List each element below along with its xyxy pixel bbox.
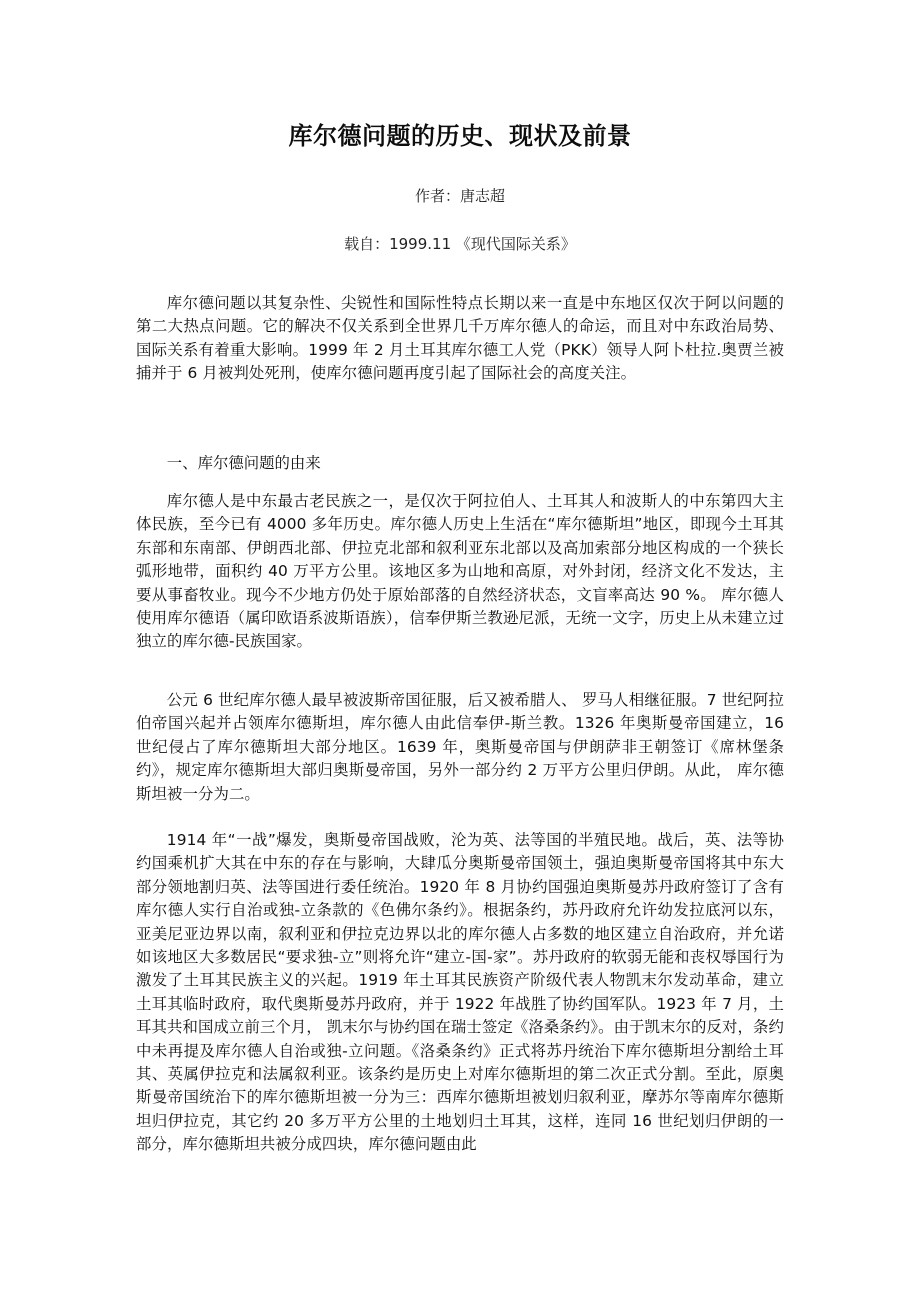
body-paragraph: 公元 6 世纪库尔德人最早被波斯帝国征服，后又被希腊人、 罗马人相继征服。7 世纪阿拉伯帝国兴起并占领库尔德斯坦，库尔德人由此信奉伊-斯兰教。1326 年奥斯曼帝国建立，16 世纪侵占了库尔德斯坦大部分地区。1639 年，奥斯曼帝国与伊朗萨非王朝签订《席林堡条约》，规定库尔德斯坦大部归奥斯曼帝国，另外一部分约 2 万平方公里归伊朗。从此， 库尔德斯坦被一分为二。 — [136, 691, 784, 803]
intro-paragraph: 库尔德问题以其复杂性、尖锐性和国际性特点长期以来一直是中东地区仅次于阿以问题的第二大热点问题。它的解决不仅关系到全世界几千万库尔德人的命运，而且对中东政治局势、国际关系有着重大影响。1999 年 2 月土耳其库尔德工人党（PKK）领导人阿卜杜拉.奥贾兰被捕并于 6 月被判处死刑，使库尔德问题再度引起了国际社会的高度关注。 — [136, 294, 784, 383]
author-line: 作者：唐志超 — [414, 187, 505, 205]
body-paragraph: 库尔德人是中东最古老民族之一，是仅次于阿拉伯人、土耳其人和波斯人的中东第四大主体民族，至今已有 4000 多年历史。库尔德人历史上生活在“库尔德斯坦”地区，即现今土耳其东部和东南部、伊朗西北部、伊拉克北部和叙利亚东北部以及高加索部分地区构成的一个狭长弧形地带，面积约 40 万平方公里。该地区多为山地和高原，对外封闭，经济文化不发达，主要从事畜牧业。现今不少地方仍处于原始部落的自然经济状态，文盲率高达 90 %。 库尔德人使用库尔德语（属印欧语系波斯语族），信奉伊斯兰教逊尼派，无统一文字，历史上从未建立过独立的库尔德-民族国家。 — [136, 492, 784, 651]
section-heading: 一、库尔德问题的由来 — [166, 454, 321, 472]
source-line: 载自：1999.11 《现代国际关系》 — [344, 235, 576, 253]
body-paragraph: 1914 年“一战”爆发，奥斯曼帝国战败，沦为英、法等国的半殖民地。战后，英、法等协约国乘机扩大其在中东的存在与影响，大肆瓜分奥斯曼帝国领土，强迫奥斯曼帝国将其中东大部分领地割归英、法等国进行委任统治。1920 年 8 月协约国强迫奥斯曼苏丹政府签订了含有库尔德人实行自治或独-立条款的《色佛尔条约》。根据条约，苏丹政府允许幼发拉底河以东，亚美尼亚边界以南，叙利亚和伊拉克边界以北的库尔德人占多数的地区建立自治政府，并允诺如该地区大多数居民“要求独-立”则将允许“建立-国-家”。苏丹政府的软弱无能和丧权辱国行为激发了土耳其民族主义的兴起。1919 年土耳其民族资产阶级代表人物凯末尔发动革命，建立土耳其临时政府，取代奥斯曼苏丹政府，并于 1922 年战胜了协约国军队。1923 年 7 月，土耳其共和国成立前三个月， 凯末尔与协约国在瑞士签定《洛桑条约》。由于凯末尔的反对，条约中未再提及库尔德人自治或独-立问题。《洛桑条约》正式将苏丹统治下库尔德斯坦分割给土耳其、英属伊拉克和法属叙利亚。该条约是历史上对库尔德斯坦的第二次正式分割。至此，原奥斯曼帝国统治下的库尔德斯坦被一分为三：西库尔德斯坦被划归叙利亚，摩苏尔等南库尔德斯坦归伊拉克，其它约 20 多万平方公里的土地划归土耳其，这样，连同 16 世纪划归伊朗的一部分，库尔德斯坦共被分成四块，库尔德问题由此 — [136, 831, 784, 1154]
document-title: 库尔德问题的历史、现状及前景 — [288, 122, 632, 150]
